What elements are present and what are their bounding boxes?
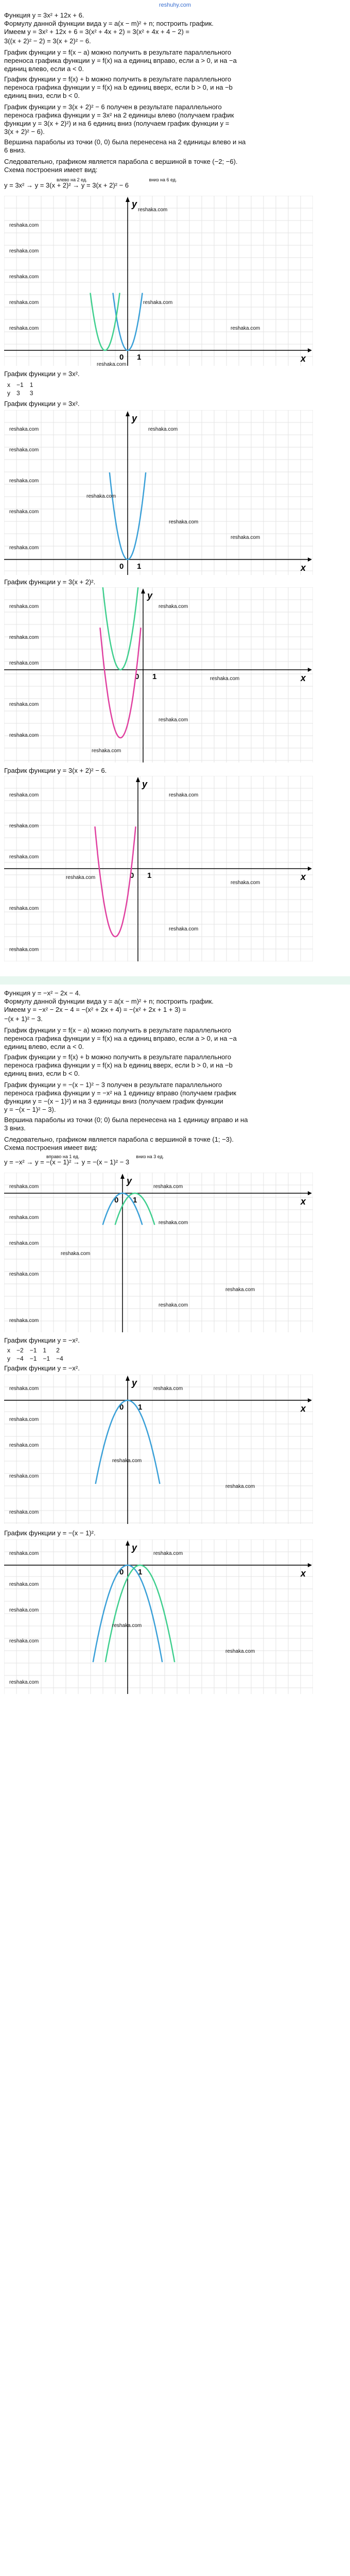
watermark: reshaka.com	[210, 676, 240, 682]
watermark: reshaka.com	[153, 1551, 183, 1556]
p1-step1: График функции y = 3(x + 2)² − 6 получен в результате параллельного	[4, 103, 222, 111]
watermark: reshaka.com	[153, 1386, 183, 1392]
tick-label-1: 1	[138, 1403, 143, 1412]
table-cell: −1	[43, 1355, 50, 1362]
p1-chart-a-svg	[4, 410, 313, 575]
p1-chart-combined	[4, 196, 313, 366]
p1-graph-label4: График функции y = 3(x + 2)² − 6.	[4, 767, 107, 774]
tick-label-1: 1	[152, 672, 157, 681]
y-axis-label: y	[132, 1543, 137, 1553]
y-axis-label: y	[132, 1378, 137, 1388]
watermark: reshaka.com	[9, 604, 39, 609]
watermark: reshaka.com	[148, 427, 178, 432]
y-axis-label: y	[127, 1176, 132, 1186]
watermark: reshaka.com	[9, 792, 39, 798]
p2-arrow-labels: вправо на 1 ед. вниз на 3 ед.	[46, 1154, 164, 1159]
watermark: reshaka.com	[61, 1251, 91, 1257]
p1-have1: Имеем y = 3x² + 12x + 6 = 3(x² + 4x + 2) = 3(x² + 4x + 4 − 2) =	[4, 28, 189, 36]
p2-chart-a-svg	[4, 1375, 313, 1524]
watermark: reshaka.com	[9, 823, 39, 829]
p1-have2: 3((x + 2)² − 2) = 3(x + 2)² − 6.	[4, 37, 91, 45]
watermark: reshaka.com	[9, 1215, 39, 1221]
p2-graph-label2: График функции y = −x².	[4, 1364, 80, 1372]
watermark: reshaka.com	[159, 1302, 188, 1308]
p1-graph-label2: График функции y = 3x².	[4, 400, 80, 408]
watermark: reshaka.com	[169, 792, 199, 798]
p1-rule2a: График функции y = f(x) + b можно получить в результате параллельного	[4, 75, 232, 83]
watermark: reshaka.com	[9, 1510, 39, 1515]
p1-chart-c-svg	[4, 776, 313, 961]
y-axis-arrow	[120, 1174, 125, 1179]
p1-step2: переноса графика функции y = 3x² на 2 единицы влево (получаем график	[4, 111, 234, 119]
watermark: reshaka.com	[9, 1551, 39, 1556]
p1-table-row-x	[5, 381, 36, 388]
origin-label: 0	[114, 1196, 119, 1205]
watermark: reshaka.com	[9, 326, 39, 331]
p2-chart-combined	[4, 1173, 313, 1332]
p2-function: Функция y = −x² − 2x − 4.	[4, 989, 81, 997]
tick-label-1: 1	[138, 1568, 143, 1577]
p2-rule2c: единиц вниз, если b < 0.	[4, 1070, 80, 1077]
p1-graph-label3: График функции y = 3(x + 2)².	[4, 578, 96, 586]
x-axis-label: x	[301, 673, 306, 683]
watermark: reshaka.com	[66, 875, 96, 880]
y-axis-arrow	[141, 588, 145, 594]
watermark: reshaka.com	[9, 1184, 39, 1190]
p2-conclusion: Следовательно, графиком является парабола с вершиной в точке (1; −3).	[4, 1136, 234, 1143]
origin-label: 0	[130, 871, 134, 880]
p1-graph-label1: График функции y = 3x².	[4, 370, 80, 378]
separator	[0, 976, 350, 985]
y-axis-label: y	[142, 779, 148, 789]
y-axis-arrow	[126, 197, 130, 202]
x-axis-label: x	[301, 872, 306, 882]
table-cell: −1	[29, 1355, 37, 1362]
watermark: reshaka.com	[159, 604, 188, 609]
table-cell: y	[7, 1355, 10, 1362]
watermark: reshaka.com	[225, 1484, 255, 1489]
watermark: reshaka.com	[225, 1649, 255, 1654]
p2-rule2b: переноса графика функции y = f(x) на b единиц вверх, если b > 0, и на −b	[4, 1061, 233, 1069]
p2-chart-combined-svg	[4, 1173, 313, 1332]
y-axis-arrow	[126, 1376, 130, 1381]
p2-chain: y = −x² → y = −(x − 1)² → y = −(x − 1)² − 3	[4, 1158, 130, 1166]
watermark: reshaka.com	[9, 1680, 39, 1685]
p2-table-row-y	[5, 1355, 66, 1362]
watermark: reshaka.com	[9, 1607, 39, 1613]
p2-have1: Имеем y = −x² − 2x − 4 = −(x² + 2x + 4) = −(x² + 2x + 1 + 3) =	[4, 1006, 186, 1013]
p1-rule2b: переноса графика функции y = f(x) на b единиц вверх, если b > 0, и на −b	[4, 83, 233, 91]
p1-rule1a: График функции y = f(x − a) можно получить в результате параллельного	[4, 48, 232, 56]
watermark: reshaka.com	[9, 947, 39, 953]
origin-label: 0	[119, 562, 124, 571]
table-cell: −4	[16, 1355, 24, 1362]
watermark: reshaka.com	[9, 1443, 39, 1448]
site-header[interactable]: reshuhy.com	[159, 2, 191, 8]
p2-graph-label1: График функции y = −x².	[4, 1336, 80, 1344]
p1-rule1b: переноса графика функции y = f(x) на a единиц вправо, если a > 0, и на −a	[4, 57, 237, 64]
origin-label: 0	[119, 1568, 124, 1577]
y-axis-label: y	[147, 590, 153, 601]
watermark: reshaka.com	[92, 748, 121, 754]
table-cell: −1	[16, 381, 24, 388]
x-axis-label: x	[301, 1196, 306, 1207]
watermark: reshaka.com	[143, 300, 173, 306]
x-axis-arrow	[308, 668, 312, 672]
watermark: reshaka.com	[9, 478, 39, 484]
p2-scheme: Схема построения имеет вид:	[4, 1144, 98, 1151]
x-axis-label: x	[301, 563, 306, 573]
p1-rule1c: единиц влево, если a < 0.	[4, 65, 84, 73]
table-cell: x	[7, 1347, 10, 1354]
watermark: reshaka.com	[9, 447, 39, 453]
watermark: reshaka.com	[9, 1272, 39, 1277]
p1-chart-a	[4, 410, 313, 575]
watermark: reshaka.com	[169, 926, 199, 932]
table-cell: −1	[29, 1347, 37, 1354]
origin-label: 0	[119, 1403, 124, 1412]
p2-rule2a: График функции y = f(x) + b можно получить в результате параллельного	[4, 1053, 232, 1061]
watermark: reshaka.com	[9, 1417, 39, 1422]
p1-chart-c	[4, 776, 313, 961]
x-axis-arrow	[308, 557, 312, 562]
p1-conclusion: Следовательно, графиком является парабола с вершиной в точке (−2; −6).	[4, 158, 238, 165]
p1-function: Функция y = 3x² + 12x + 6.	[4, 11, 84, 19]
table-cell: 3	[16, 389, 20, 397]
watermark: reshaka.com	[231, 880, 260, 886]
y-axis-arrow	[126, 1540, 130, 1546]
table-cell: y	[7, 389, 10, 397]
tick-label-1: 1	[137, 353, 142, 362]
p1-vertex1: Вершина параболы из точки (0, 0) была перенесена на 2 единицы влево и на	[4, 138, 246, 146]
watermark: reshaka.com	[9, 1638, 39, 1644]
p1-chain: y = 3x² → y = 3(x + 2)² → y = 3(x + 2)² − 6	[4, 181, 129, 189]
p2-chart-b-svg	[4, 1539, 313, 1694]
p2-table	[4, 1346, 67, 1363]
x-axis-arrow	[308, 1563, 312, 1567]
parabola-curve	[100, 628, 141, 738]
x-axis-label: x	[301, 1568, 306, 1579]
watermark: reshaka.com	[112, 1623, 142, 1629]
p2-step3: функции y = −(x − 1)²) и на 3 единицы вниз (получаем график функции	[4, 1097, 223, 1105]
p2-step2: переноса графика функции y = −x² на 1 единицу вправо (получаем график	[4, 1089, 236, 1097]
p1-table	[4, 380, 37, 398]
p2-rule1a: График функции y = f(x − a) можно получить в результате параллельного	[4, 1026, 232, 1034]
watermark: reshaka.com	[225, 1287, 255, 1293]
p1-rule2c: единиц вниз, если b < 0.	[4, 92, 80, 99]
p2-step4: y = −(x − 1)² − 3).	[4, 1106, 56, 1113]
table-cell: −2	[16, 1347, 24, 1354]
x-axis-label: x	[301, 1403, 306, 1414]
watermark: reshaka.com	[159, 1220, 188, 1226]
p2-rule1c: единиц влево, если a < 0.	[4, 1043, 84, 1050]
y-axis-label: y	[132, 199, 137, 209]
p1-vertex2: 6 вниз.	[4, 146, 26, 154]
p2-formula: Формулу данной функции вида y = a(x − m)² + n; построить график.	[4, 997, 214, 1005]
p2-vertex2: 3 вниз.	[4, 1124, 26, 1132]
table-cell: 3	[29, 389, 33, 397]
y-axis-label: y	[132, 413, 137, 423]
watermark: reshaka.com	[153, 1184, 183, 1190]
watermark: reshaka.com	[9, 300, 39, 306]
watermark: reshaka.com	[9, 635, 39, 640]
tick-label-1: 1	[137, 562, 142, 571]
watermark: reshaka.com	[9, 1386, 39, 1392]
p1-chart-b-svg	[4, 587, 313, 762]
watermark: reshaka.com	[9, 1582, 39, 1587]
p2-table-row-x	[5, 1347, 66, 1354]
y-axis-arrow	[126, 411, 130, 416]
p2-chart-b	[4, 1539, 313, 1694]
origin-label: 0	[119, 353, 124, 362]
p1-table-row-y	[5, 389, 36, 397]
x-axis-arrow	[308, 1398, 312, 1402]
table-cell: 1	[29, 381, 33, 388]
x-axis-arrow	[308, 1191, 312, 1195]
p1-formula: Формулу данной функции вида y = a(x − m)² + n; построить график.	[4, 20, 214, 27]
p1-chart-b	[4, 587, 313, 762]
p1-scheme: Схема построения имеет вид:	[4, 166, 98, 174]
table-cell: x	[7, 381, 10, 388]
p2-step1: График функции y = −(x − 1)² − 3 получен в результате параллельного	[4, 1081, 222, 1089]
table-cell: 2	[56, 1347, 60, 1354]
p2-vertex1: Вершина параболы из точки (0; 0) была перенесена на 1 единицу вправо и на	[4, 1116, 248, 1124]
p1-chart-combined-svg	[4, 196, 313, 366]
watermark: reshaka.com	[9, 733, 39, 738]
tick-label-1: 1	[133, 1196, 137, 1205]
p2-graph-label3: График функции y = −(x − 1)².	[4, 1529, 96, 1537]
p1-arrow1-label: влево на 2 ед. вниз на 6 ед.	[57, 177, 177, 182]
watermark: reshaka.com	[9, 1318, 39, 1324]
watermark: reshaka.com	[9, 660, 39, 666]
watermark: reshaka.com	[159, 717, 188, 723]
table-cell: −4	[56, 1355, 63, 1362]
watermark: reshaka.com	[9, 223, 39, 228]
x-axis-arrow	[308, 867, 312, 871]
watermark: reshaka.com	[231, 326, 260, 331]
p2-chart-a	[4, 1375, 313, 1524]
watermark: reshaka.com	[97, 362, 127, 366]
tick-label-1: 1	[147, 871, 152, 880]
watermark: reshaka.com	[9, 274, 39, 280]
watermark: reshaka.com	[112, 1458, 142, 1464]
watermark: reshaka.com	[9, 854, 39, 860]
watermark: reshaka.com	[138, 207, 168, 213]
watermark: reshaka.com	[9, 427, 39, 432]
watermark: reshaka.com	[9, 1473, 39, 1479]
watermark: reshaka.com	[231, 535, 260, 540]
watermark: reshaka.com	[9, 702, 39, 707]
watermark: reshaka.com	[9, 1241, 39, 1246]
p1-step4: 3(x + 2)² − 6).	[4, 128, 45, 135]
watermark: reshaka.com	[9, 248, 39, 254]
table-cell: 1	[43, 1347, 47, 1354]
p1-step3: функции y = 3(x + 2)²) и на 6 единиц вниз (получаем график функции y =	[4, 120, 230, 127]
x-axis-arrow	[308, 348, 312, 352]
watermark: reshaka.com	[9, 545, 39, 551]
p2-rule1b: переноса графика функции y = f(x) на a единиц вправо, если a > 0, и на −a	[4, 1035, 237, 1042]
watermark: reshaka.com	[86, 494, 116, 499]
watermark: reshaka.com	[9, 509, 39, 515]
x-axis-label: x	[301, 353, 306, 364]
origin-label: 0	[135, 672, 139, 681]
p2-have2: −(x + 1)² − 3.	[4, 1015, 43, 1023]
watermark: reshaka.com	[9, 906, 39, 911]
watermark: reshaka.com	[169, 519, 199, 525]
y-axis-arrow	[136, 777, 140, 782]
